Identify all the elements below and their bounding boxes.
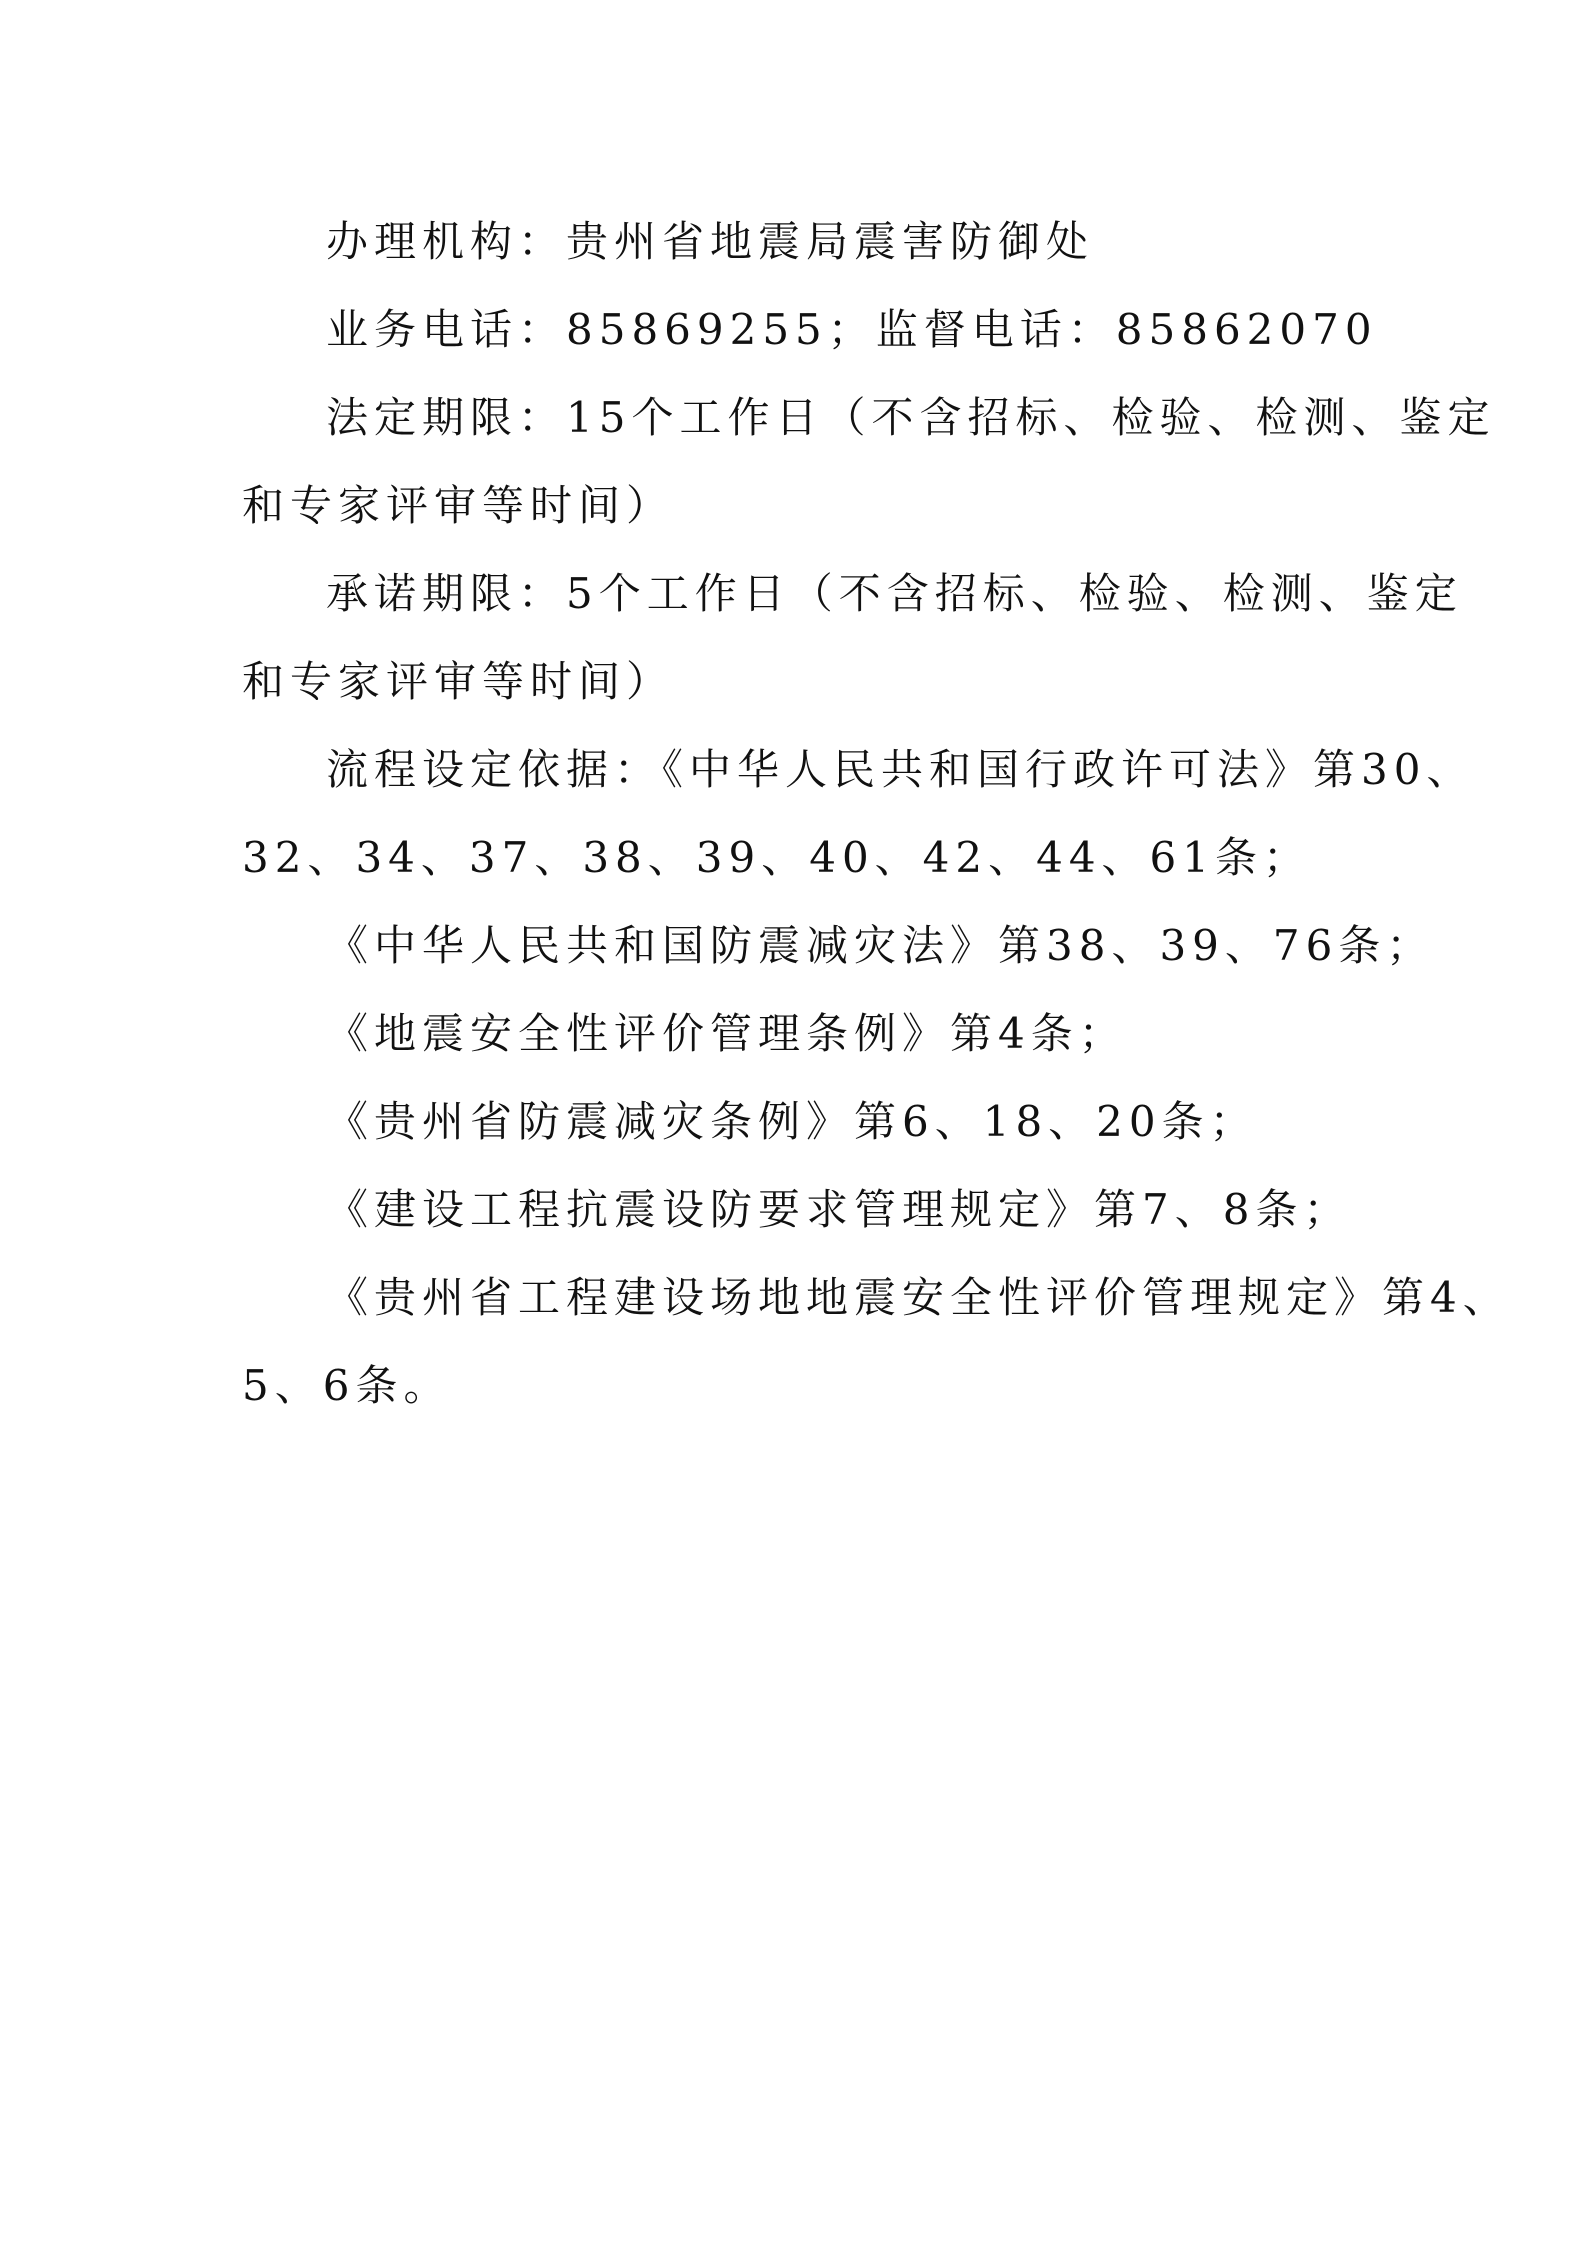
legal-deadline-line: 法定期限：15个工作日（不含招标、检验、检测、鉴定 [326,393,1496,442]
handling-agency-line: 办理机构：贵州省地震局震害防御处 [326,217,1095,266]
basis-construction-rule: 《建设工程抗震设防要求管理规定》第7、8条； [326,1185,1352,1234]
process-basis-continuation: 32、34、37、38、39、40、42、44、61条； [242,833,1311,882]
legal-deadline-continuation: 和专家评审等时间） [242,481,675,530]
phone-line: 业务电话：85869255；监督电话：85862070 [326,305,1378,354]
promised-deadline-continuation: 和专家评审等时间） [242,657,675,706]
basis-law-earthquake: 《中华人民共和国防震减灾法》第38、39、76条； [326,921,1435,970]
process-basis-line: 流程设定依据：《中华人民共和国行政许可法》第30、 [326,745,1475,794]
basis-guizhou-regulation: 《贵州省防震减灾条例》第6、18、20条； [326,1097,1258,1146]
document-body [242,198,1511,1430]
basis-guizhou-site-rule: 《贵州省工程建设场地地震安全性评价管理规定》第4、 [326,1273,1511,1322]
promised-deadline-line: 承诺期限：5个工作日（不含招标、检验、检测、鉴定 [326,569,1463,618]
basis-guizhou-site-rule-continuation: 5、6条。 [242,1361,452,1410]
basis-regulation-safety-evaluation: 《地震安全性评价管理条例》第4条； [326,1009,1127,1058]
